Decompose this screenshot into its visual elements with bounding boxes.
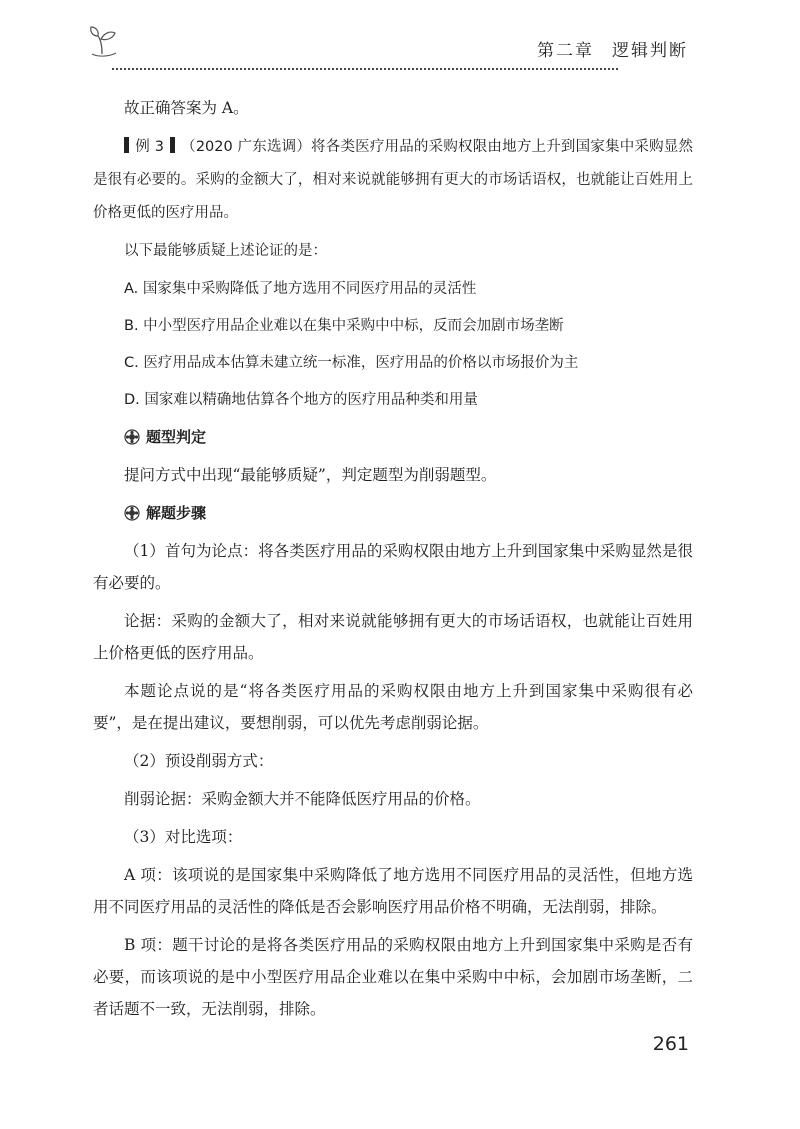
section-steps-heading [93,497,693,529]
example-stem-paragraph [93,130,693,229]
section-type-heading [93,421,693,453]
example-marker-right [170,137,175,153]
page-header [88,24,700,64]
chapter-section: 逻辑判断 [612,41,688,61]
chapter-number: 第二章 [537,41,594,61]
sprout-icon [88,24,118,58]
step-paragraph: 削弱论据：采购金额大并不能降低医疗用品的价格。 [124,790,481,808]
header-rule [112,68,618,70]
step-paragraph: 本题论点说的是“将各类医疗用品的采购权限由地方上升到国家集中采购很有必要”，是在提出建议，要想削弱，可以优先考虑削弱论据。 [93,682,693,732]
option-c: C. 医疗用品成本估算未建立统一标准，医疗用品的价格以市场报价为主 [124,355,579,371]
option-d: D. 国家难以精确地估算各个地方的医疗用品种类和用量 [124,392,478,408]
option-a: A. 国家集中采购降低了地方选用不同医疗用品的灵活性 [124,281,477,297]
flower-bullet-icon [124,505,140,521]
page-number: 261 [652,1033,689,1055]
step-paragraph: B 项：题干讨论的是将各类医疗用品的采购权限由地方上升到国家集中采购是否有必要，而该项说的是中小型医疗用品企业难以在集中采购中中标，会加剧市场垄断，二者话题不一致，无法削弱，排除。 [93,936,693,1018]
section-type-title: 题型判定 [146,428,207,446]
section-type-text: 提问方式中出现“最能够质疑”，判定题型为削弱题型。 [124,466,497,484]
page-content [93,92,693,1031]
option-b: B. 中小型医疗用品企业难以在集中采购中中标，反而会加剧市场垄断 [124,318,564,334]
step-paragraph: （2）预设削弱方式： [124,752,274,770]
example-source: （2020 广东选调） [180,139,312,155]
step-paragraph: （3）对比选项： [124,828,243,846]
step-paragraph: 论据：采购的金额大了，相对来说就能够拥有更大的市场话语权，也就能让百姓用上价格更低的医疗用品。 [93,612,693,662]
example-label: 例 3 [135,139,164,155]
step-paragraph: A 项：该项说的是国家集中采购降低了地方选用不同医疗用品的灵活性，但地方选用不同医疗用品的灵活性的降低是否会影响医疗用品价格不明确，无法削弱，排除。 [93,866,693,916]
chapter-title [537,36,688,61]
example-stem: 将各类医疗用品的采购权限由地方上升到国家集中采购显然是很有必要的。采购的金额大了，相对来说就能够拥有更大的市场话语权，也就能让百姓用上价格更低的医疗用品。 [93,139,694,221]
flower-bullet-icon [124,429,140,445]
example-question: 以下最能够质疑上述论证的是： [124,243,327,259]
intro-answer: 故正确答案为 A。 [124,99,249,117]
example-marker-left [124,137,129,153]
section-steps-title: 解题步骤 [146,504,207,522]
step-paragraph: （1）首句为论点：将各类医疗用品的采购权限由地方上升到国家集中采购显然是很有必要的。 [93,542,693,592]
